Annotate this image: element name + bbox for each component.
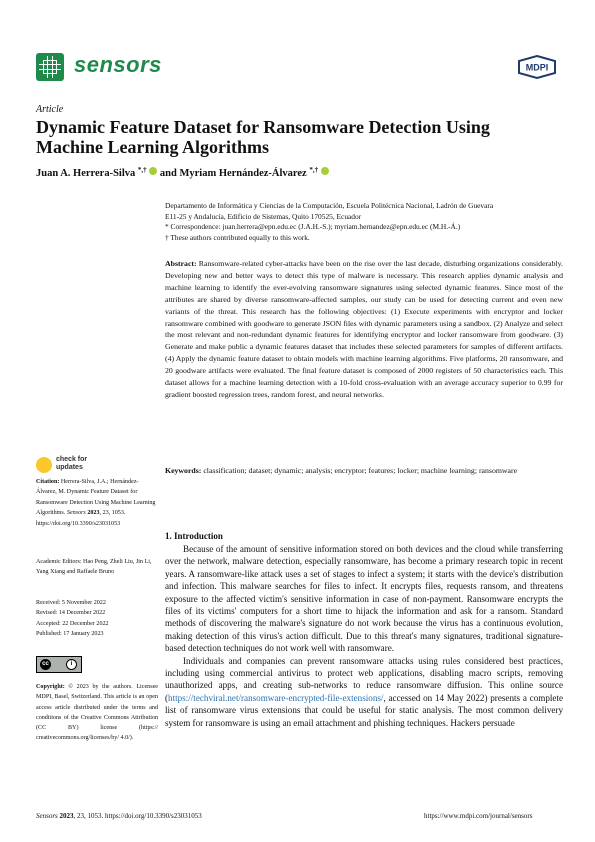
citation-text: Herrera-Silva, J.A.; Hernández-Álvarez, M. Dynamic Feature Dataset for Ransomware Detection Using Machine Learning Algorithms.: [36, 479, 156, 517]
abstract-text: Ransomware-related cyber-attacks have been on the rise over the last decade, disturbing organizations considerably. Developing new and better ways to detect this type of malware is necessary. This research applies dynamic analysis and machine learning to identify the ever-evolving ransomware signatures using selected dynamic features. Since most of the attributes are shared by diverse ransomware-affected samples, our study can be used for detecting current and even new variants of the threat. This research has the following objectives: (1) Execute experiments with encryptor and locker ransomware combined with goodware to generate JSON files with dynamic parameters using a sandbox. (2) Analyze and select the most relevant and non-redundant dynamic features for identifying encryptor and locker ransomware from goodware. (3) Generate and make public a dynamic features dataset that includes these selected parameters for samples of different artifacts. (4) Apply the dynamic feature dataset to obtain models with machine learning algorithms. Five platforms, 20 ransomware, and 20 goodware artifacts were evaluated. The final feature dataset is composed of 2000 registers of 50 characteristics each. This dataset allows for a machine learning detection with a 10-fold cross-evaluation with an average accuracy superior to 0.99 for gradient boosted regression trees, random forest, and neural networks.: [165, 259, 564, 399]
citation-year: 2023: [87, 510, 100, 517]
affiliation-line: E11-25 y Andalucía, Edificio de Sistemas, Quito 170525, Ecuador: [165, 211, 362, 221]
copyright-text: © 2023 by the authors. Licensee MDPI, Basel, Switzerland. This article is an open access article distributed under the terms and conditions of the Creative Commons Attribution (CC BY) license (https:// creativecommons.org/licenses/by/ 4.0/).: [36, 684, 158, 742]
body-text: [165, 543, 563, 729]
accepted-date: Accepted: 22 December 2022: [36, 620, 109, 627]
footer-journal-url[interactable]: https://www.mdpi.com/journal/sensors: [424, 812, 533, 820]
academic-editors: Academic Editors: Hao Peng, Zheli Liu, Jin Li, Yang Xiang and Raffaele Bruno: [36, 559, 152, 576]
article-type: Article: [36, 104, 64, 115]
journal-name: sensors: [74, 52, 162, 77]
equal-contribution-note: † These authors contributed equally to this work.: [165, 232, 310, 242]
orcid-icon[interactable]: [149, 167, 157, 175]
correspondence: * Correspondence: juan.herrera@epn.edu.ec (J.A.H.-S.); myriam.hernandez@epn.edu.ec (M.H.-Á.): [165, 222, 461, 231]
citation-block: [36, 477, 158, 529]
source-link[interactable]: https://techviral.net/ransomware-encrypted-file-extensions/: [168, 692, 384, 703]
abstract-label: Abstract:: [165, 259, 197, 268]
footer-citation: [36, 812, 202, 820]
footer-year: 2023: [59, 812, 74, 820]
footer-doi[interactable]: , 23, 1053. https://doi.org/10.3390/s23031053: [73, 812, 202, 820]
citation-journal: Sensors: [66, 510, 86, 517]
author-marks: *,†: [137, 166, 147, 174]
affiliation-block: [165, 201, 565, 243]
affiliation-line: Departamento de Informática y Ciencias de la Computación, Escuela Politécnica Nacional, Ladrón de Guevara: [165, 201, 494, 210]
orcid-icon[interactable]: [321, 167, 329, 175]
revised-date: Revised: 14 December 2022: [36, 610, 106, 617]
keywords: [165, 465, 563, 477]
section-heading: 1. Introduction: [165, 531, 223, 541]
check-for-updates-button[interactable]: [36, 455, 116, 475]
check-updates-line1: check for: [56, 456, 88, 463]
author-name[interactable]: Myriam Hernández-Álvarez: [179, 168, 307, 179]
paragraph: Because of the amount of sensitive information stored on both devices and the cloud while transferring over the network, malware detection, especially ransomware, has become a primary research topic in recent years. A ransomware-like attack uses a set of stages to infect a system; it starts with the device's distribution and infection. This malware searches for files to infect. It encrypts files, requests ransom, and threatens exposure to the affected victim's sensitive information in case of non-payment. Ransomware encrypts the files of its victims' computers for a short time to hijack the information and ask for a ransom. Standard methods of discovering the malware's signature do not work because the virus has a continuous evolution, making detection of this virus's action difficult. Due to this threat's many signatures, traditional signature-based detection techniques do not work well with ransomware.: [165, 544, 563, 654]
journal-logo: [36, 53, 64, 81]
author-marks: *,†: [309, 166, 319, 174]
footer-journal: Sensors: [36, 812, 58, 820]
page-title: Dynamic Feature Dataset for Ransomware Detection Using Machine Learning Algorithms: [36, 117, 490, 157]
attribution-icon: i: [66, 659, 77, 670]
publisher-label: MDPI: [525, 62, 549, 73]
mdpi-logo: [517, 55, 557, 79]
check-updates-line2: updates: [56, 464, 83, 471]
abstract: [165, 258, 563, 401]
author-list: [36, 166, 329, 179]
check-updates-icon: [36, 457, 52, 473]
received-date: Received: 5 November 2022: [36, 600, 106, 606]
cc-icon: cc: [40, 659, 51, 670]
paragraph-text: , accessed on 14 May 2022) presents a complete list of ransomware virus extensions that could be useful for static analysis. The most common delivery system for ransomware is using an email attachment and phishing techniques. Hackers persuade: [165, 692, 563, 728]
published-date: Published: 17 January 2023: [36, 631, 104, 638]
paragraph-text: Individuals and companies can prevent ransomware attacks using rules considered best practices, including using commercial antivirus to protect web applications, disabling macro scripts, removing unauthorized apps, and creating sub-networks to reduce ransomware diffusion. This online source (: [165, 655, 563, 703]
keywords-text: classification; dataset; dynamic; analysis; encryptor; features; locker; machine learning; ransomware: [203, 466, 518, 475]
author-connector: and: [159, 168, 177, 179]
citation-doi[interactable]: , 23, 1053. https://doi.org/10.3390/s23031053: [36, 510, 126, 527]
copyright-label: Copyright:: [36, 684, 65, 690]
citation-label: Citation:: [36, 479, 60, 485]
cc-by-badge[interactable]: [36, 656, 82, 673]
paragraph: [165, 655, 563, 729]
author-name[interactable]: Juan A. Herrera-Silva: [36, 168, 136, 179]
keywords-label: Keywords:: [165, 466, 202, 475]
copyright-block: [36, 682, 158, 744]
dates-block: [36, 598, 158, 640]
